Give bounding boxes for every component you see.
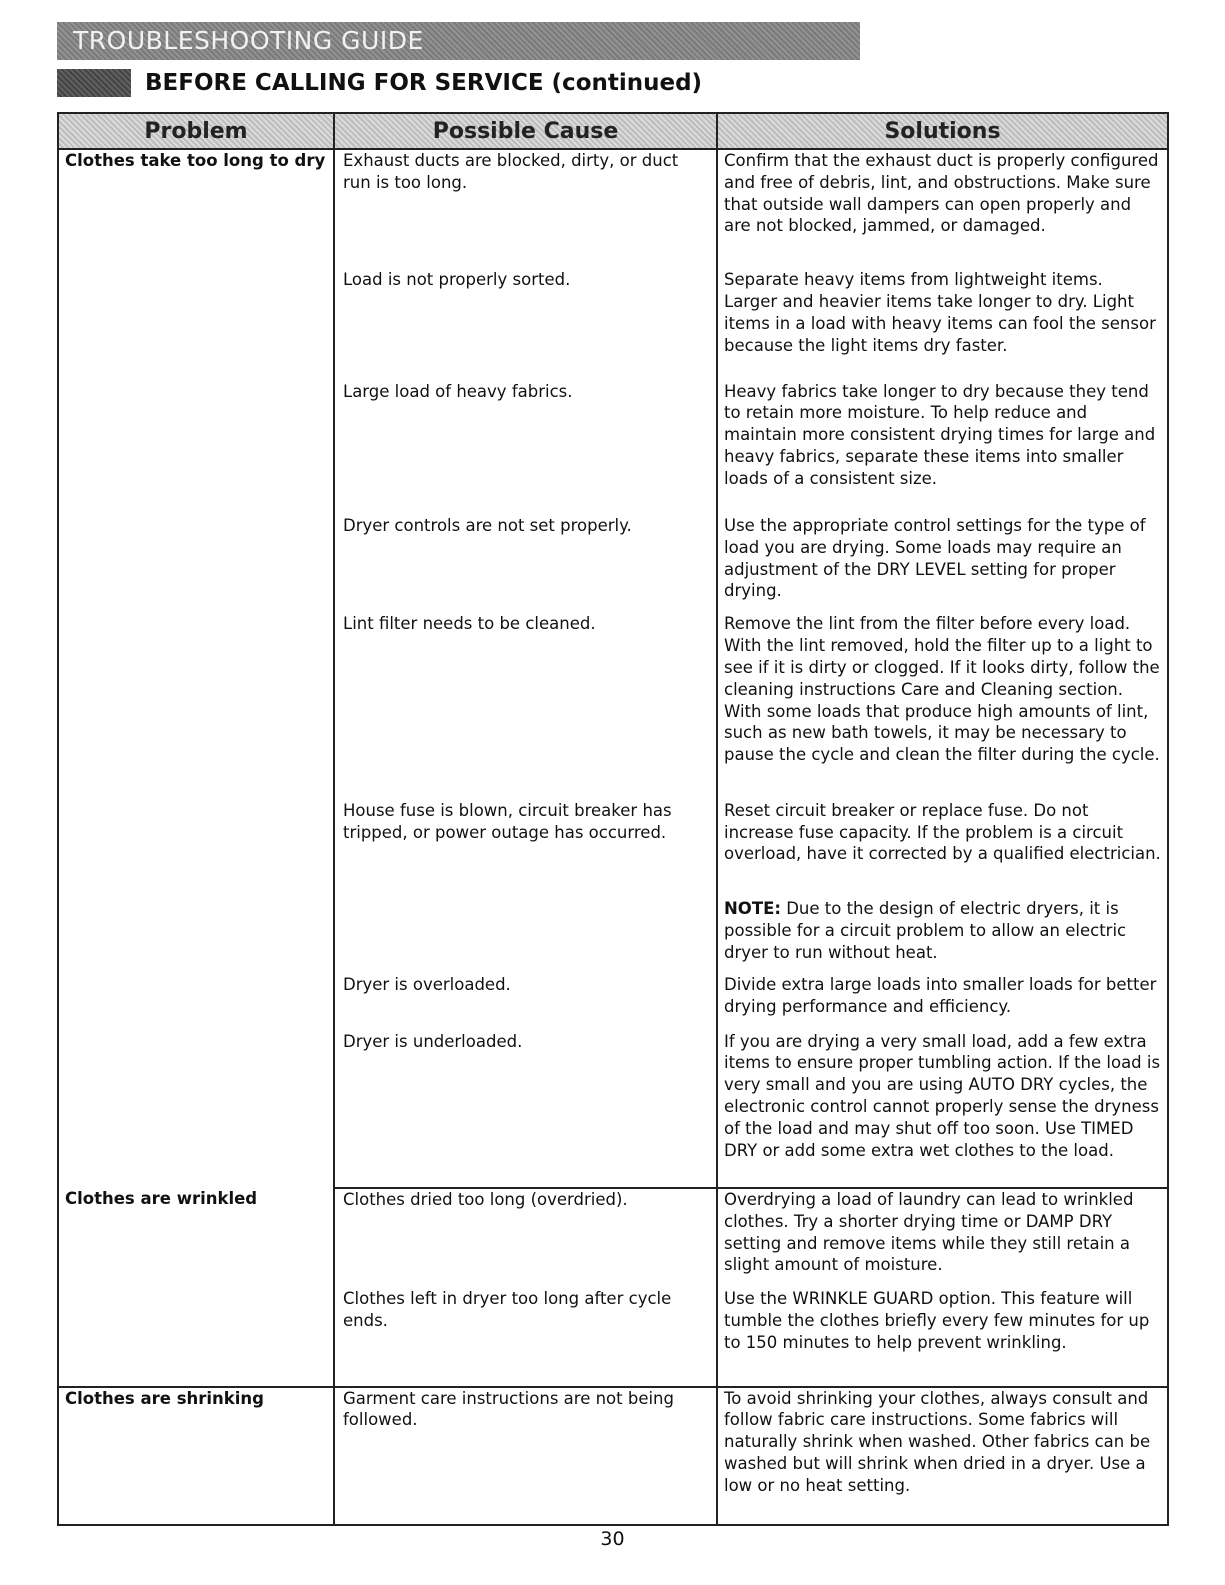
cause-cell: Clothes left in dryer too long after cycle ends. (334, 1288, 717, 1386)
solution-cell: Overdrying a load of laundry can lead to wrinkled clothes. Try a shorter drying time or DAMP DRY setting and remove items while they still retain a slight amount of moisture. (717, 1188, 1168, 1288)
section-heading (57, 68, 702, 98)
solution-cell: Remove the lint from the filter before every load. With the lint removed, hold the filter up to a light to see if it is dirty or clogged. If it looks dirty, follow the cleaning instructions Care and Cleaning section. With some loads that produce high amounts of lint, such as new bath towels, it may be necessary to pause the cycle and clean the filter during the cycle. (717, 613, 1168, 800)
cause-cell: Load is not properly sorted. (334, 269, 717, 380)
cause-cell: House fuse is blown, circuit breaker has tripped, or power outage has occurred. (334, 800, 717, 898)
solution-cell: Use the WRINKLE GUARD option. This feature will tumble the clothes briefly every few minutes for up to 150 minutes to help prevent wrinkling. (717, 1288, 1168, 1386)
table-header-row (58, 113, 1168, 149)
table-row (58, 149, 1168, 269)
cause-cell: Dryer is underloaded. (334, 1031, 717, 1188)
section-title: BEFORE CALLING FOR SERVICE (continued) (145, 70, 703, 96)
solution-cell: Separate heavy items from lightweight items. Larger and heavier items take longer to dry. Light items in a load with heavy items can fool the sensor because the light items dry faster. (717, 269, 1168, 380)
cause-cell: Exhaust ducts are blocked, dirty, or duct run is too long. (334, 149, 717, 269)
troubleshooting-table (57, 112, 1169, 1526)
cause-cell: Dryer is overloaded. (334, 974, 717, 1030)
solution-cell: Divide extra large loads into smaller loads for better drying performance and efficiency. (717, 974, 1168, 1030)
cause-cell: Clothes dried too long (overdried). (334, 1188, 717, 1288)
cause-cell: Lint filter needs to be cleaned. (334, 613, 717, 800)
cause-cell: Dryer controls are not set properly. (334, 515, 717, 613)
solution-cell: Use the appropriate control settings for the type of load you are drying. Some loads may require an adjustment of the DRY LEVEL setting for proper drying. (717, 515, 1168, 613)
cause-cell (334, 898, 717, 974)
cause-cell: Garment care instructions are not being followed. (334, 1387, 717, 1525)
solution-cell: To avoid shrinking your clothes, always consult and follow fabric care instructions. Some fabrics will naturally shrink when washed. Other fabrics can be washed but will shrink when dried in a dryer. Use a low or no heat setting. (717, 1387, 1168, 1525)
section-marker-icon (57, 69, 131, 97)
solution-cell: Heavy fabrics take longer to dry because they tend to retain more moisture. To help reduce and maintain more consistent drying times for large and heavy fabrics, separate these items into smaller loads of a consistent size. (717, 381, 1168, 515)
solution-cell: Confirm that the exhaust duct is properly configured and free of debris, lint, and obstructions. Make sure that outside wall dampers can open properly and are not blocked, jammed, or damaged. (717, 149, 1168, 269)
solution-cell: Reset circuit breaker or replace fuse. Do not increase fuse capacity. If the problem is a circuit overload, have it corrected by a qualified electrician. (717, 800, 1168, 898)
column-header-cause: Possible Cause (334, 113, 717, 149)
problem-cell: Clothes are shrinking (58, 1387, 334, 1525)
page-number: 30 (600, 1528, 625, 1550)
note-text: Due to the design of electric dryers, it is possible for a circuit problem to allow an electric dryer to run without heat. (724, 899, 1127, 962)
problem-cell: Clothes take too long to dry (58, 149, 334, 1188)
note-label: NOTE: (724, 899, 781, 919)
cause-cell: Large load of heavy fabrics. (334, 381, 717, 515)
solution-cell: If you are drying a very small load, add a few extra items to ensure proper tumbling action. If the load is very small and you are using AUTO DRY cycles, the electronic control cannot properly sense the dryness of the load and may shut off too soon. Use TIMED DRY or add some extra wet clothes to the load. (717, 1031, 1168, 1188)
note-cell (717, 898, 1168, 974)
guide-banner: TROUBLESHOOTING GUIDE (57, 22, 860, 60)
problem-cell: Clothes are wrinkled (58, 1188, 334, 1387)
table-row (58, 1188, 1168, 1288)
table-row (58, 1387, 1168, 1525)
column-header-problem: Problem (58, 113, 334, 149)
column-header-solutions: Solutions (717, 113, 1168, 149)
